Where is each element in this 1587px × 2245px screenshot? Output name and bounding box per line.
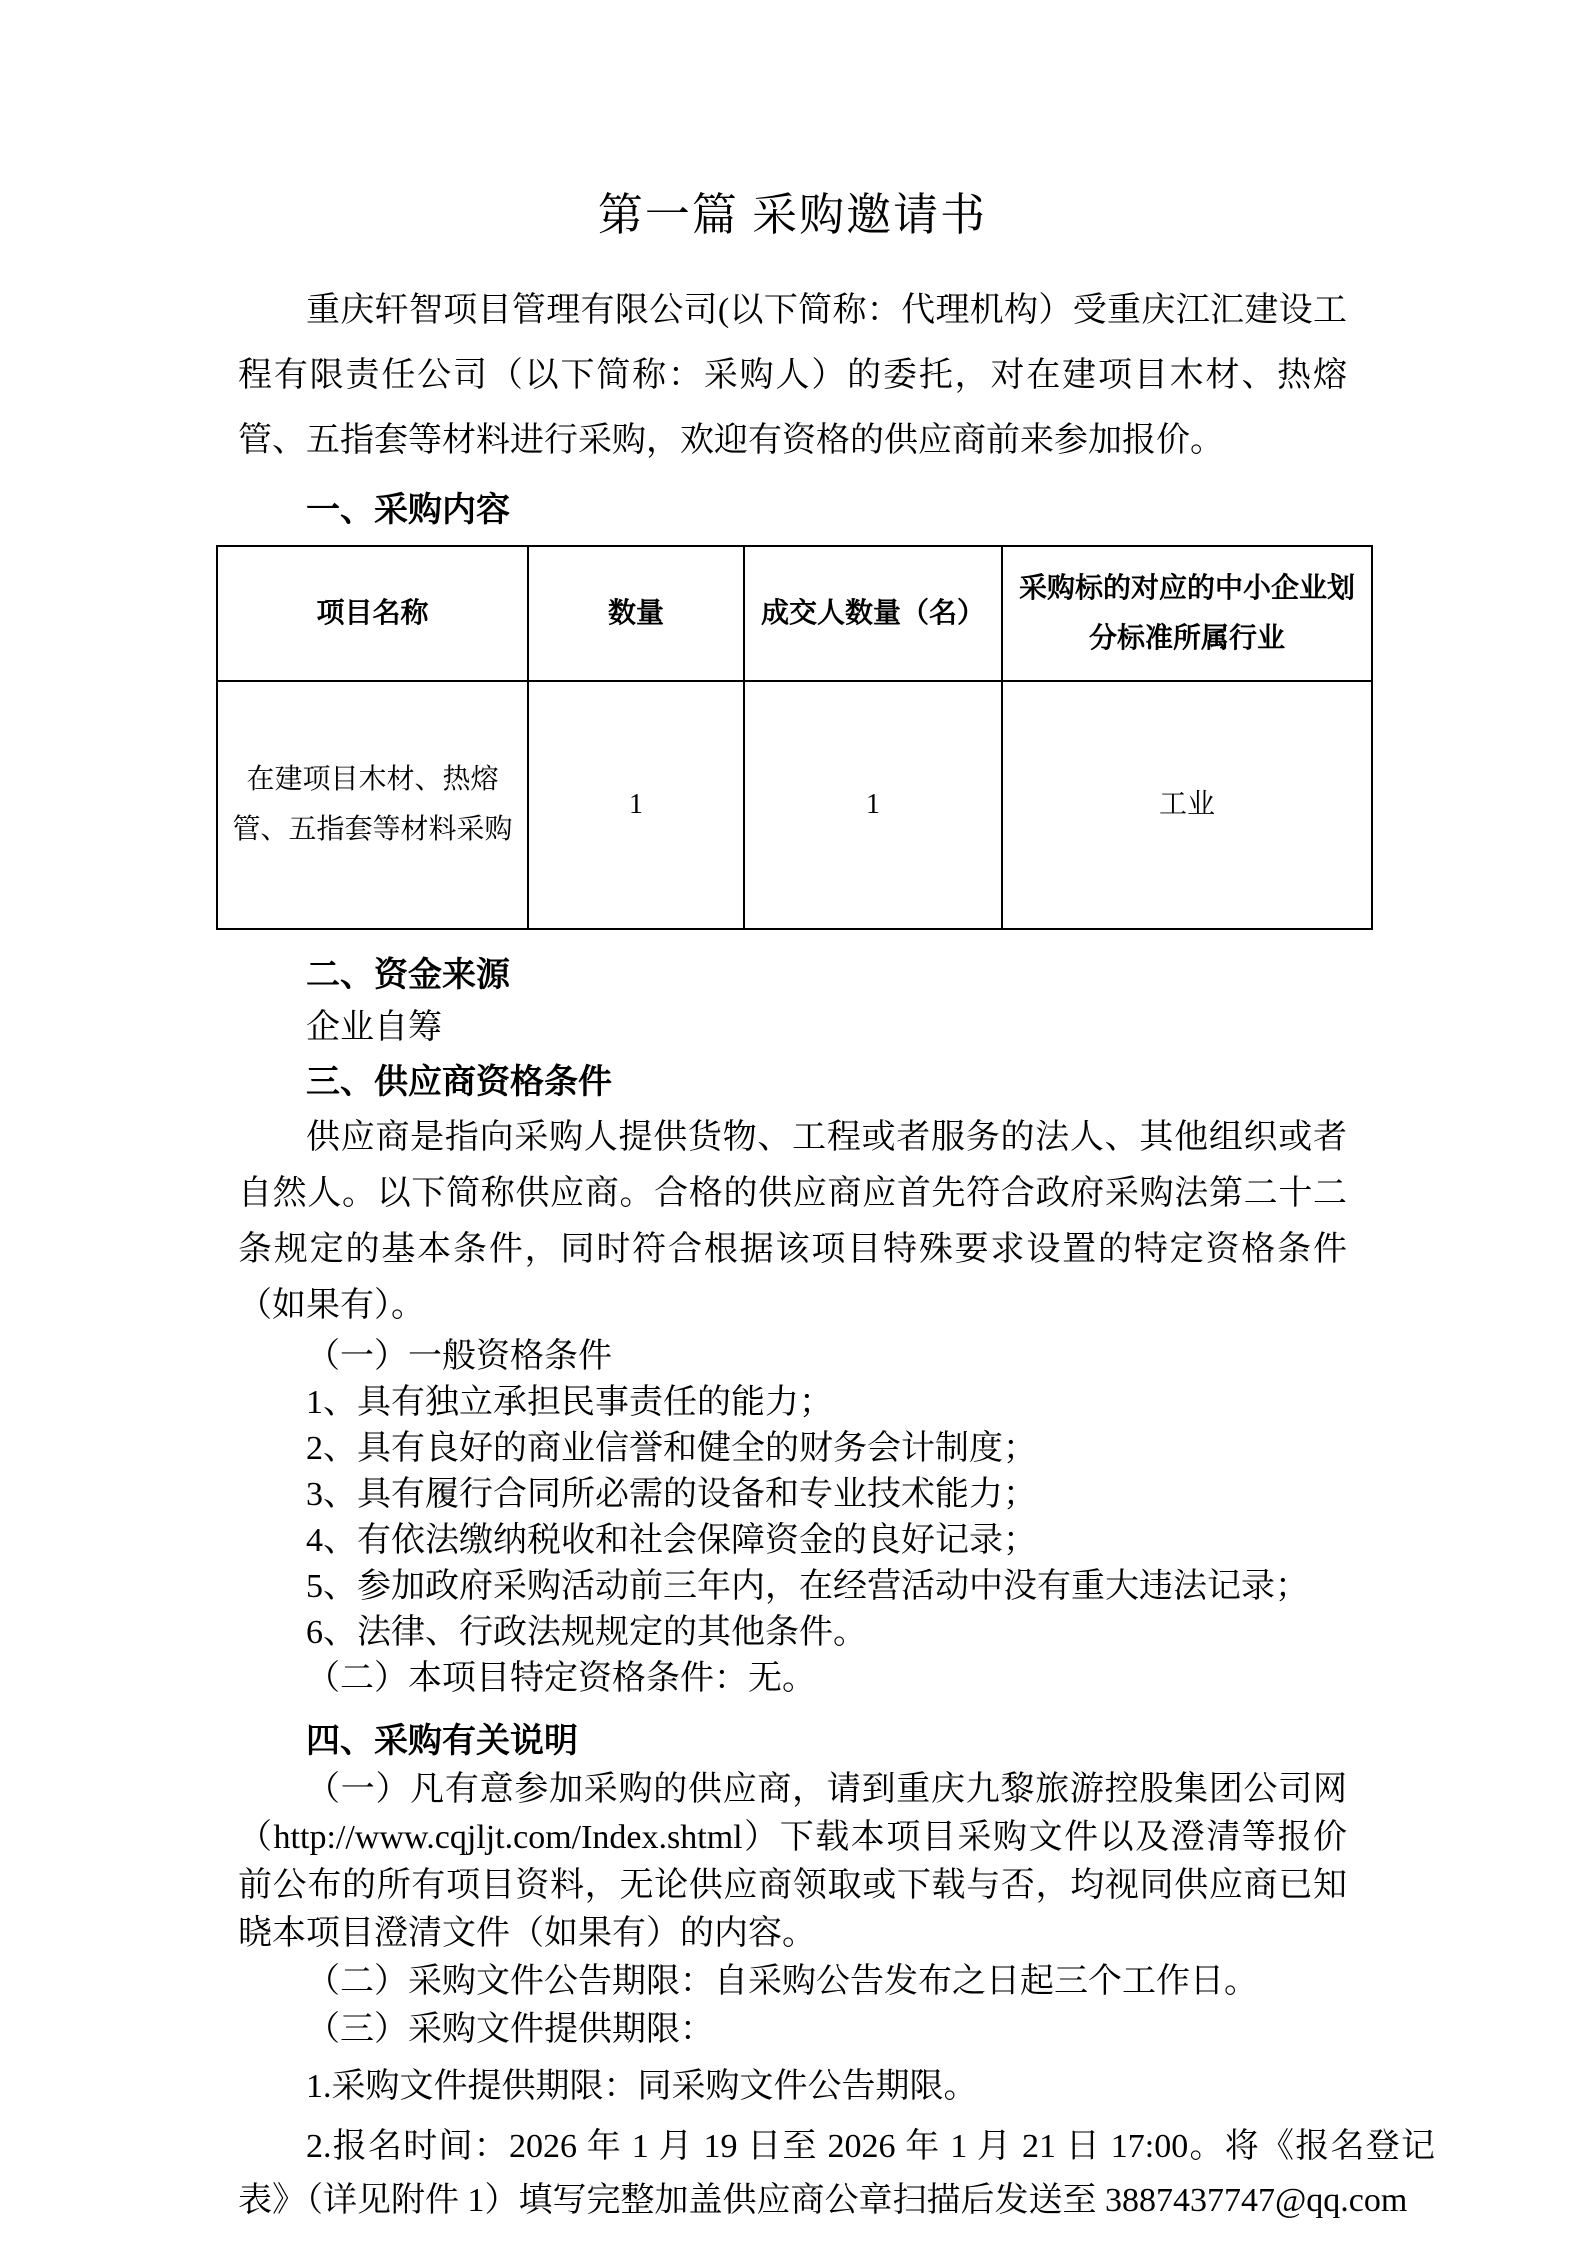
section3-heading: 三、供应商资格条件 (306, 1064, 612, 1101)
document-title: 第一篇 采购邀请书 (597, 190, 988, 240)
general-qualification-subheading: （一）一般资格条件 (306, 1338, 612, 1375)
cell-winner-count: 1 (744, 681, 1002, 929)
doc-provide-period-text: 1.采购文件提供期限：同采购文件公告期限。 (306, 2068, 978, 2105)
qualification-item-2: 2、具有良好的商业信誉和健全的财务会计制度； (306, 1430, 1037, 1467)
cell-quantity: 1 (528, 681, 744, 929)
funding-source-text: 企业自筹 (306, 1009, 442, 1046)
col-header-quantity: 数量 (528, 546, 744, 681)
qualification-item-5: 5、参加政府采购活动前三年内，在经营活动中没有重大违法记录； (306, 1568, 1309, 1605)
col-header-project-name: 项目名称 (217, 546, 528, 681)
section4-heading: 四、采购有关说明 (306, 1723, 578, 1760)
section2-heading: 二、资金来源 (306, 957, 510, 994)
supplier-qualification-intro: 供应商是指向采购人提供货物、工程或者服务的法人、其他组织或者自然人。以下简称供应商。合格的供应商应首先符合政府采购法第二十二条规定的基本条件，同时符合根据该项目特殊要求设置的特定资格条件（如果有）。 (238, 1119, 1347, 1324)
col-header-winner-count: 成交人数量（名） (744, 546, 1002, 681)
section1-heading: 一、采购内容 (306, 492, 510, 529)
procurement-note-2: （二）采购文件公告期限：自采购公告发布之日起三个工作日。 (306, 1963, 1258, 2000)
procurement-note-1: （一）凡有意参加采购的供应商，请到重庆九黎旅游控股集团公司网（http://www.cqjljt.com/Index.shtml）下载本项目采购文件以及澄清等报价前公布的所有项目资料，无论供应商领取或下载与否，均视同供应商已知晓本项目澄清文件（如果有）的内容。 (238, 1771, 1347, 1952)
table-row (217, 681, 1372, 929)
registration-time-paragraph: 2.报名时间：2026 年 1 月 19 日至 2026 年 1 月 21 日 17:00。将《报名登记表》（详见附件 1）填写完整加盖供应商公章扫描后发送至 3887437747@qq.com (238, 2128, 1435, 2219)
specific-qualification-subheading: （二）本项目特定资格条件：无。 (306, 1660, 816, 1697)
procurement-table (216, 545, 1373, 930)
qualification-item-6: 6、法律、行政法规规定的其他条件。 (306, 1614, 867, 1651)
qualification-item-3: 3、具有履行合同所必需的设备和专业技术能力； (306, 1476, 1037, 1513)
qualification-item-4: 4、有依法缴纳税收和社会保障资金的良好记录； (306, 1522, 1037, 1559)
intro-paragraph: 重庆轩智项目管理有限公司(以下简称：代理机构）受重庆江汇建设工程有限责任公司（以下简称：采购人）的委托，对在建项目木材、热熔管、五指套等材料进行采购，欢迎有资格的供应商前来参加报价。 (238, 292, 1347, 459)
qualification-item-1: 1、具有独立承担民事责任的能力； (306, 1384, 833, 1421)
cell-industry: 工业 (1002, 681, 1372, 929)
col-header-industry: 采购标的对应的中小企业划分标准所属行业 (1002, 546, 1372, 681)
cell-project-name: 在建项目木材、热熔管、五指套等材料采购 (217, 681, 528, 929)
table-header-row (217, 546, 1372, 681)
procurement-note-3: （三）采购文件提供期限： (306, 2011, 714, 2048)
